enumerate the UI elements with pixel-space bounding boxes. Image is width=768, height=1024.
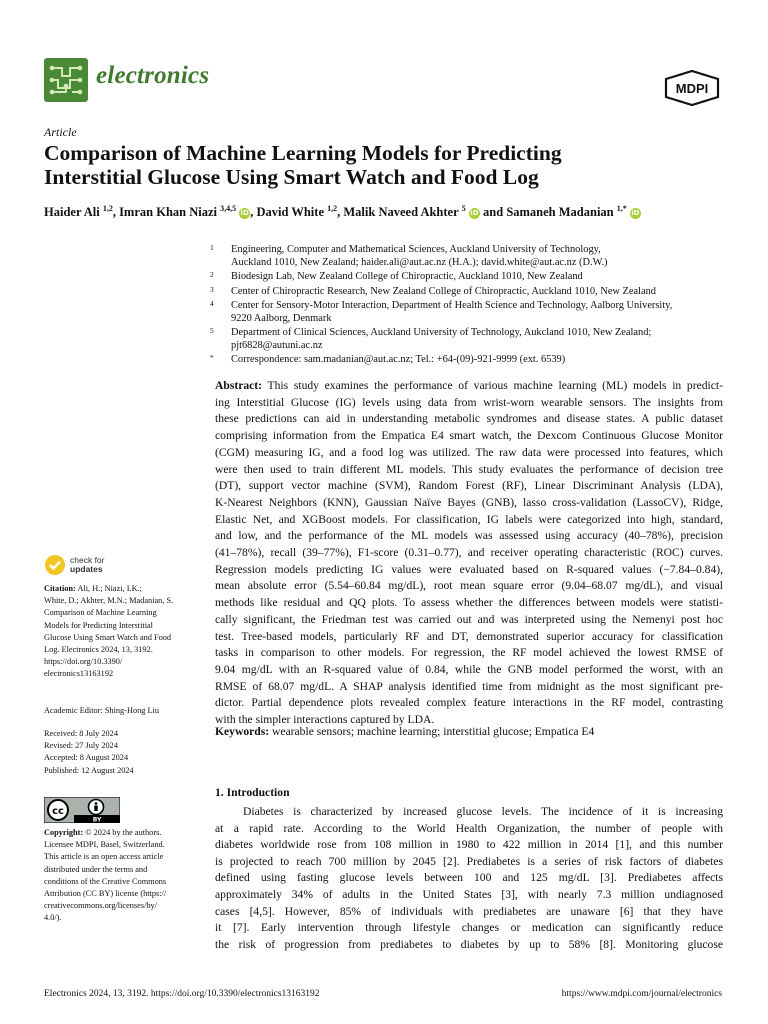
abstract-line: (CGM) measuring IG, and a food log was utilized. The raw data were processed into features, which	[215, 445, 723, 459]
intro-line: at a rapid rate. According to the World Health Organization, the number of people with	[215, 821, 723, 835]
author[interactable]: Malik Naveed Akhter $^5$	[343, 204, 466, 220]
keywords	[215, 725, 723, 738]
copyright-line: conditions of the Creative Commons	[44, 876, 167, 886]
affiliation: 4 Center for Sensory-Motor Interaction, Department of Health Science and Technology, Aalborg University, 9220 Aalborg, Denmark	[210, 298, 673, 324]
orcid-icon[interactable]: iD	[240, 208, 249, 217]
footer-journal-link[interactable]: https://www.mdpi.com/journal/electronics	[561, 989, 722, 999]
abstract-line: (41–78%), recall (39–77%), F1-score (0.31–0.77), and receiver operating characteristic (ROC) curves.	[215, 546, 723, 560]
journal-logo-icon	[44, 58, 88, 102]
abstract-line: (DT), support vector machine (SVM), Random Forest (RF), Linear Discriminant Analysis (LDA),	[215, 479, 723, 493]
by-label: BY	[92, 816, 102, 823]
abstract-line: mean absolute error (5.54–60.84 mg/dL), root mean square error (9.04–68.07 mg/dL), and visual	[215, 579, 723, 593]
abstract-line: Elastic Net, and XGBoost models. For classification, IG labels were categorized into high, standard,	[215, 512, 723, 526]
abstract-label: Abstract:	[215, 379, 263, 392]
keywords-text: wearable sensors; machine learning; interstitial glucose; Empatica E4	[272, 725, 595, 738]
author[interactable]: David White $^{1,2}$,	[256, 204, 344, 220]
received-date: Received: 8 July 2024	[44, 729, 118, 738]
affiliation: 5 Department of Clinical Sciences, Auckland University of Technology, Aukcland 1010, New Zealand; pjt6828@autuni.ac.nz	[210, 326, 652, 351]
publication-dates	[44, 728, 202, 777]
footer-citation[interactable]: Electronics 2024, 13, 3192. https://doi.org/10.3390/electronics13163192	[44, 989, 320, 999]
mdpi-logo-icon	[664, 70, 720, 106]
title-line: Comparison of Machine Learning Models for Predicting	[44, 141, 562, 165]
abstract-line: and low, and the performance of the ML models was assessed using accuracy (40–78%), precision	[215, 529, 723, 543]
article-type: Article	[44, 125, 77, 139]
abstract-line: dictor. Partial dependence plots revealed complex feature interactions in the RF model, contrasting	[215, 696, 723, 710]
abstract-line: comprising information from the Empatica E4 smart watch, the Dexcom Continuous Glucose Monitor	[215, 429, 723, 443]
citation-line: Comparison of Machine Learning	[44, 608, 157, 618]
revised-date: Revised: 27 July 2024	[44, 741, 118, 751]
abstract-line: with the simpler interactions captured by LDA.	[215, 713, 435, 727]
correspondence: * Correspondence: sam.madanian@aut.ac.nz; Tel.: +64-(09)-921-9999 (ext. 6539)	[210, 353, 566, 366]
check-for-label: check for	[70, 555, 105, 565]
abstract-line: RMSE of 68.07 mg/dL. A SHAP analysis identified time from midnight as the most significant pre-	[215, 679, 723, 693]
affiliation: 1 Engineering, Computer and Mathematical Sciences, Auckland University of Technology, Auckland 1010, New Zealand; haider.ali@aut.ac.nz (H.A.); david.white@aut.ac.nz (D.W.)	[210, 243, 608, 268]
affiliation: 3 Center of Chiropractic Research, New Zealand College of Chiropractic, Auckland 1010, New Zealand	[210, 284, 656, 297]
intro-line: the risk of progression from prediabetes to diabetes by up to 58% [8]. Monitoring glucose	[215, 937, 723, 951]
license-link[interactable]: creativecommons.org/licenses/by/	[44, 901, 157, 911]
affiliation: 2 Biodesign Lab, New Zealand College of Chiropractic, Auckland 1010, New Zealand	[210, 270, 583, 283]
updates-label: updates	[70, 564, 103, 574]
citation-label: Citation:	[44, 584, 76, 593]
abstract-line: these predictions can aid in understanding metabolic syndromes and disease states. A public dataset	[215, 412, 723, 426]
check-for-updates-button[interactable]	[44, 554, 105, 576]
title-line: Interstitial Glucose Using Smart Watch and Food Log	[44, 165, 539, 189]
orcid-icon[interactable]: iD	[470, 208, 479, 217]
abstract-line: cally significant, the Friedman test was carried out and was interpreted using the Nemenyi post hoc	[215, 612, 723, 626]
published-date: Published: 12 August 2024	[44, 765, 134, 775]
abstract-line: test. Tree-based models, particularly RF and DT, demonstrated superior accuracy for classification	[215, 629, 723, 643]
affiliations	[210, 244, 730, 369]
author[interactable]: Samaneh Madanian $^{1,*}$	[506, 204, 627, 220]
mdpi-logo-text: MDPI	[675, 81, 709, 96]
intro-line: approximately 34% of adults in the United States [3], with nearly 7.3 million undiagnosed	[215, 887, 723, 901]
intro-line: it [7]. Early intervention through lifestyle changes or medication can significantly reduce	[215, 921, 723, 935]
license-link[interactable]: 4.0/).	[44, 913, 62, 923]
keywords-label: Keywords:	[215, 725, 270, 738]
intro-line: defined using fasting glucose levels between 100 and 125 mg/dL [3]. Prediabetes affects	[215, 871, 723, 885]
orcid-icon[interactable]: iD	[631, 208, 640, 217]
abstract	[215, 378, 723, 729]
abstract-line: ing Interstitial Glucose (IG) levels using data from wrist-worn wearable sensors. The insights from	[215, 395, 723, 409]
author[interactable]: Haider Ali $^{1,2}$,	[44, 204, 120, 220]
cc-label: cc	[52, 806, 64, 817]
abstract-line: K-Nearest Neighbors (KNN), Gaussian Naïve Bayes (GNB), lasso cross-validation (LassoCV), Ridge,	[215, 495, 723, 509]
section-heading-introduction: 1. Introduction	[215, 786, 290, 799]
author[interactable]: Imran Khan Niazi $^{3,4,5}$	[119, 204, 237, 220]
abstract-line: Abstract: This study examines the performance of various machine learning (ML) models in predict-	[215, 379, 723, 392]
abstract-line: methods like residual and QQ plots. To assess whether the differences between models were statisti-	[215, 596, 723, 610]
author-list: Haider Ali $^{1,2}$, Imran Khan Niazi $^{3,4,5}$ iD, David White $^{1,2}$, Malik Naveed Akhter $^5$ iD and Samaneh Madanian $^{1,*}$ iD	[44, 204, 640, 220]
academic-editor: Academic Editor: Shing-Hong Liu	[44, 706, 159, 715]
accepted-date: Accepted: 8 August 2024	[44, 753, 129, 763]
intro-line: is projected to reach 700 million by 2045 [2]. Prediabetes is a series of risk factors of diabetes	[215, 854, 723, 868]
citation-line: Log. Electronics 2024, 13, 3192.	[44, 645, 153, 655]
intro-line: cases [4,5]. However, 85% of individuals with prediabetes are unaware [6] that they have	[215, 904, 723, 918]
citation-line: White, D.; Akhter, M.N.; Madanian, S.	[44, 596, 174, 606]
abstract-line: Regression models predicting IG values were evaluated based on R-squared values (−7.84–0.84),	[215, 562, 723, 576]
copyright-line: distributed under the terms and	[44, 864, 148, 874]
intro-line: diabetes worldwide rose from 108 million in 1980 to 422 million in 2014 [1], and this number	[215, 838, 723, 852]
copyright-line: Attribution (CC BY) license (https://	[44, 889, 167, 899]
doi-link[interactable]: https://doi.org/10.3390/	[44, 657, 123, 667]
citation: Citation: Ali, H.; Niazi, I.K.; White, D.; Akhter, M.N.; Madanian, S. Comparison of Machine Learning Models for Predicting Interstitial Glucose Using Smart Watch and Food Log. Electronics 2024, 13, 3192. https://doi.org/10.3390/ electronics13163192	[44, 583, 202, 681]
introduction-body	[215, 804, 723, 953]
intro-line: Diabetes is characterized by increased glucose levels. The incidence of it is increasing	[243, 805, 723, 818]
copyright-line: This article is an open access article	[44, 852, 164, 862]
citation-line: Glucose Using Smart Watch and Food	[44, 632, 172, 642]
abstract-line: tasks in comparison to other models. For regression, the RF model achieved the lowest RMSE of	[215, 646, 723, 660]
copyright-line: Licensee MDPI, Basel, Switzerland.	[44, 840, 165, 850]
abstract-line: were then used to train different ML models. This study evaluates the performance of decision tree	[215, 462, 723, 476]
copyright-notice: Copyright: © 2024 by the authors. Licensee MDPI, Basel, Switzerland. This article is an open access article distributed under the terms and conditions of the Creative Commons Attribution (CC BY) license (https:// creativecommons.org/licenses/by/ 4.0/).	[44, 827, 196, 925]
citation-line: Models for Predicting Interstitial	[44, 620, 153, 630]
doi-link[interactable]: electronics13163192	[44, 669, 114, 679]
journal-name: electronics	[96, 62, 210, 89]
cc-by-license-icon[interactable]	[44, 797, 120, 823]
copyright-label: Copyright:	[44, 828, 84, 837]
abstract-line: 9.04 mg/dL with an R-squared value of 0.84, while the GNB model performed the worst, with an	[215, 662, 723, 676]
article-title	[44, 141, 734, 189]
check-updates-icon	[44, 554, 66, 576]
